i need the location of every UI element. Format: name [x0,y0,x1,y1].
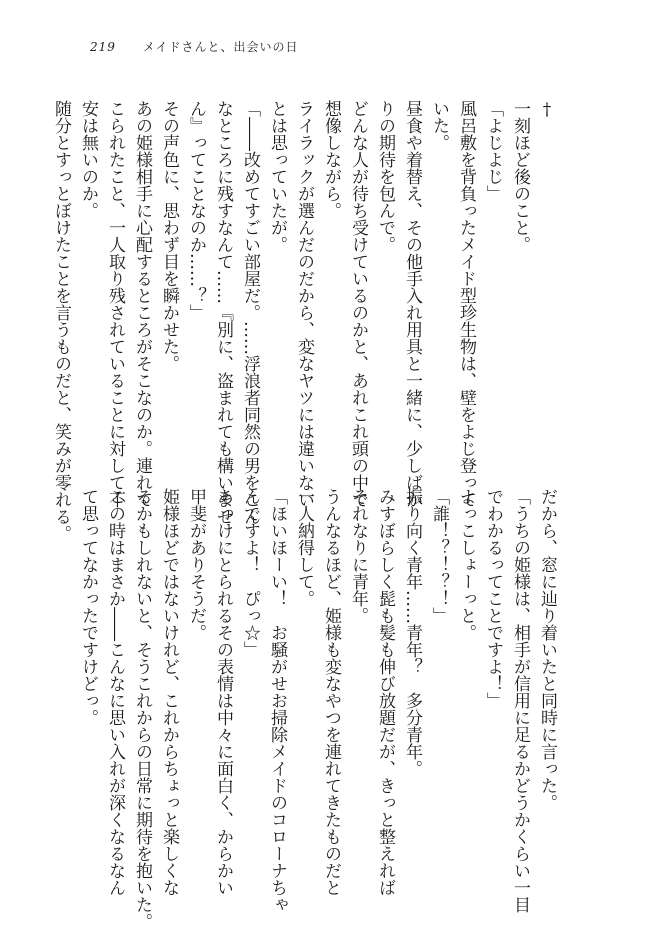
text-line: なところに残すなんて……『別に、盗まれても構いませ [213,100,233,525]
text-line: ん』ってことなのか……？」 [186,100,206,321]
text-line: 風呂敷を背負ったメイド型珍生物は、壁をよじ登って [456,100,476,508]
text-line: 振り向く青年……青年？ 多分青年。 [402,488,422,777]
text-line: りの期待を包んで。 [375,100,395,253]
text-line: だから、窓に辿り着いたと同時に言った。 [537,488,557,811]
text-line: でわかるってことですよ！」 [483,488,503,709]
text-line: ライラックが選んだのだから、変なヤツには違いない [294,100,314,508]
text-line: 姫様ほどではないけれど、これからちょっと楽しくな [159,488,179,896]
lower-text-block [74,488,560,930]
text-line: るかもしれないと、そうこれからの日常に期待を抱いた。 [132,488,152,930]
text-line: 「よじよじ」 [483,100,503,202]
text-line: うんなるほど、姫様も変なやつを連れてきたものだと [321,488,341,896]
text-line: 甲斐がありそうだ。 [186,488,206,641]
text-line: んですよ！ ぴっ☆」 [240,488,260,658]
text-line: こられたこと、一人取り残されていることに対して不 [105,100,125,508]
text-line: † [537,100,557,120]
text-line: この時はまさか――こんなに思い入れが深くなるなん [105,488,125,896]
text-line: どんな人が待ち受けているのかと、あれこれ頭の中で [348,100,368,508]
text-line: それなりに青年。 [348,488,368,624]
running-header [90,38,299,55]
text-line: 「うちの姫様は、相手が信用に足るかどうかくらい一目 [510,488,530,913]
text-line: いた。 [429,100,449,151]
text-line: 随分とすっとぼけたことを言うものだと、笑みが零れる。 [51,100,71,542]
page-number: 219 [90,40,116,54]
text-line: みすぼらしく髭も髪も伸び放題だが、きっと整えれば [375,488,395,896]
text-line: 安は無いのか。 [78,100,98,219]
text-line: て思ってなかったですけどっ。 [78,488,98,726]
text-line: 昼食や着替え、その他手入れ用具と一緒に、少しばか [402,100,422,508]
text-line: 一人納得して。 [294,488,314,607]
text-line: 「誰！？！？！」 [429,488,449,624]
running-title: メイドさんと、出会いの日 [142,40,299,54]
text-line: とは思っていたが。 [267,100,287,253]
text-line: 「ほいほーい！ お騒がせお掃除メイドのコローナちゃ [267,488,287,913]
text-line: 一刻ほど後のこと。 [510,100,530,253]
text-line: 想像しながら。 [321,100,341,219]
text-line: あっけにとられるその表情は中々に面白く、からかい [213,488,233,896]
upper-text-block [47,100,560,542]
text-line: 「――改めてすごい部屋だ。……浮浪者同然の男をこん [240,100,260,525]
text-line: あの姫様相手に心配するところがそこなのか。連れて [132,100,152,508]
text-line: その声色に、思わず目を瞬かせた。 [159,100,179,372]
text-line: よっこしょーっと。 [456,488,476,641]
